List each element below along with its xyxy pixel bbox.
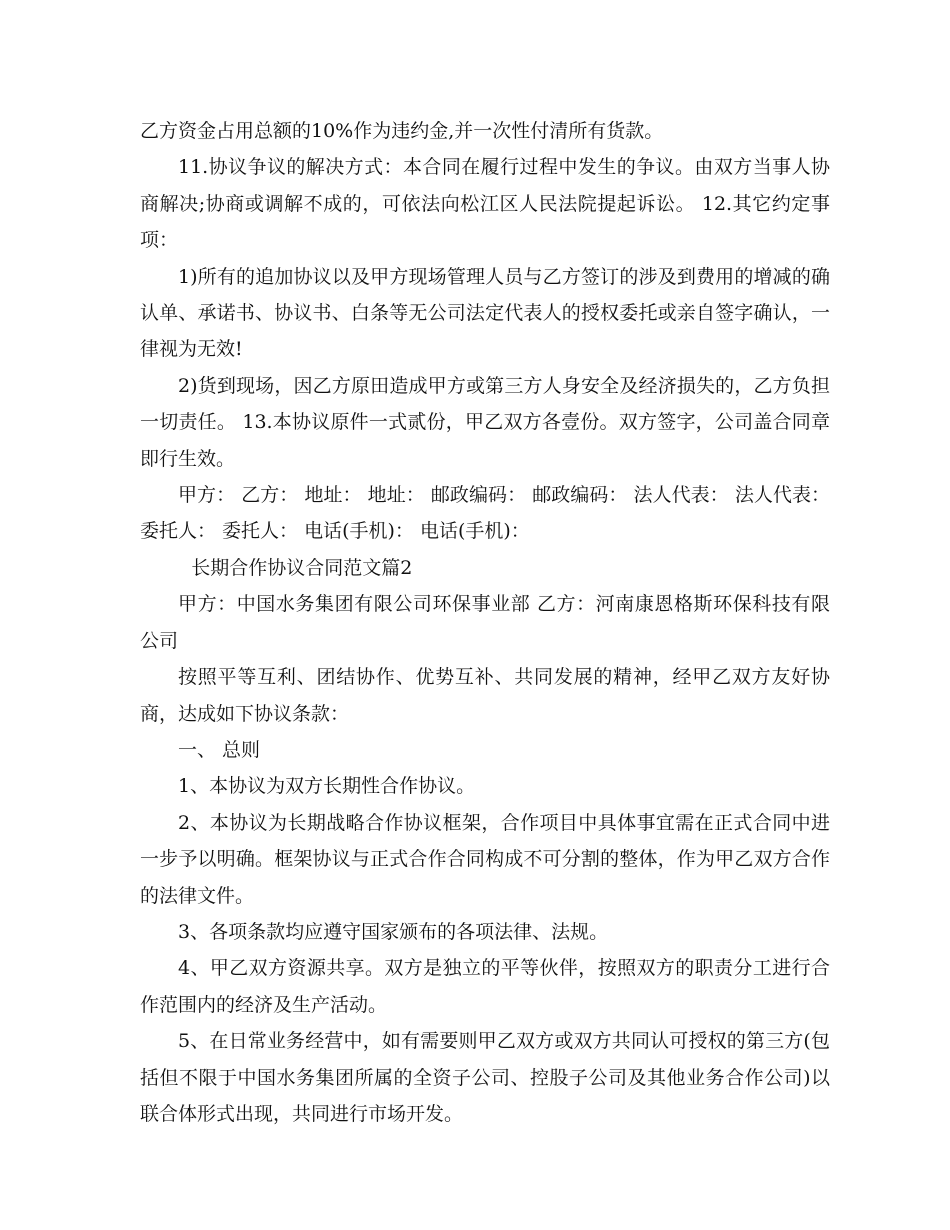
paragraph: 1)所有的追加协议以及甲方现场管理人员与乙方签订的涉及到费用的增减的确认单、承诺书、协议书、白条等无公司法定代表人的授权委托或亲自签字确认，一律视为无效! xyxy=(140,265,830,361)
paragraph: 乙方资金占用总额的10%作为违约金,并一次性付清所有货款。 xyxy=(140,120,664,142)
party-info-line: 甲方： 乙方： 地址： 地址： 邮政编码： 邮政编码： 法人代表： 法人代表： 委托人： 委托人： 电话(手机)： 电话(手机)： xyxy=(140,484,830,543)
paragraph: 2)货到现场，因乙方原田造成甲方或第三方人身安全及经济损失的，乙方负担一切责任。 13.本协议原件一式贰份，甲乙双方各壹份。双方签字，公司盖合同章即行生效。 xyxy=(140,374,830,470)
document-body xyxy=(140,113,830,1132)
paragraph: 11.协议争议的解决方式：本合同在履行过程中发生的争议。由双方当事人协商解决;协商或调解不成的，可依法向松江区人民法院提起诉讼。 12.其它约定事项： xyxy=(140,156,830,252)
section-title: 长期合作协议合同范文篇2 xyxy=(191,556,413,579)
paragraph: 2、本协议为长期战略合作协议框架，合作项目中具体事宜需在正式合同中进一步予以明确。框架协议与正式合作合同构成不可分割的整体，作为甲乙双方合作的法律文件。 xyxy=(140,811,830,907)
section-heading: 一、 总则 xyxy=(178,738,261,761)
paragraph: 5、在日常业务经营中，如有需要则甲乙双方或双方共同认可授权的第三方(包括但不限于中国水务集团所属的全资子公司、控股子公司及其他业务合作公司)以联合体形式出现，共同进行市场开发。 xyxy=(140,1030,830,1125)
paragraph: 1、本协议为双方长期性合作协议。 xyxy=(178,775,476,798)
paragraph: 3、各项条款均应遵守国家颁布的各项法律、法规。 xyxy=(178,920,609,943)
paragraph: 甲方：中国水务集团有限公司环保事业部 乙方：河南康恩格斯环保科技有限公司 xyxy=(140,593,830,652)
paragraph: 按照平等互利、团结协作、优势互补、共同发展的精神，经甲乙双方友好协商，达成如下协议条款： xyxy=(140,666,830,725)
paragraph: 4、甲乙双方资源共享。双方是独立的平等伙伴，按照双方的职责分工进行合作范围内的经济及生产活动。 xyxy=(140,957,830,1016)
